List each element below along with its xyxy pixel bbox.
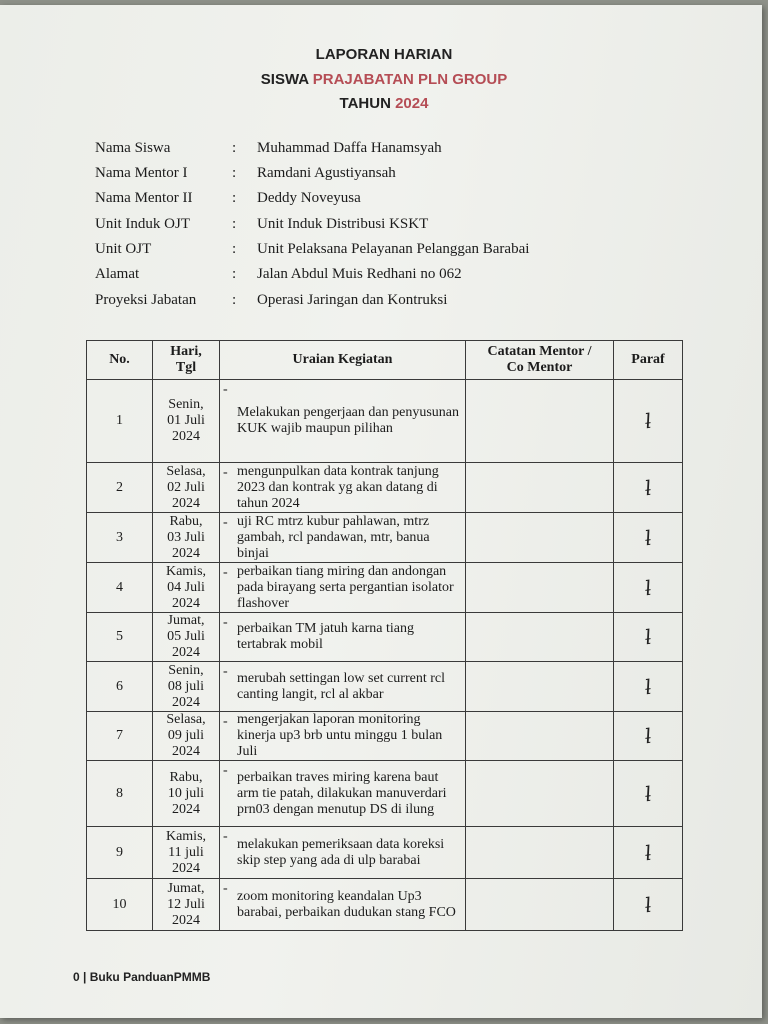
row-day: Senin,: [168, 397, 204, 412]
row-paraf: [614, 879, 683, 931]
info-colon: :: [232, 266, 237, 282]
row-date-value: 12 Juli: [167, 896, 205, 912]
row-activity: [220, 879, 466, 931]
table-row: [87, 761, 683, 827]
row-day: Rabu,: [169, 513, 203, 529]
table-row: [87, 827, 683, 879]
row-activity: [220, 463, 466, 513]
row-activity: [220, 761, 466, 827]
year-value: 2024: [395, 95, 429, 112]
row-year: 2024: [172, 645, 200, 660]
header-notes-line2: Co Mentor: [506, 360, 573, 375]
row-activity-text: zoom monitoring keandalan Up3 barabai, perbaikan dudukan stang FCO: [237, 888, 456, 920]
row-date: [153, 827, 220, 879]
signature-mark: ƚ: [643, 674, 653, 699]
info-colon: :: [232, 241, 237, 257]
row-date-value: 04 Juli: [167, 579, 205, 595]
row-number: 10: [87, 879, 153, 931]
row-date: [153, 662, 220, 712]
signature-mark: ƚ: [643, 575, 653, 600]
row-activity: [220, 513, 466, 563]
row-day: Kamis,: [165, 563, 207, 579]
info-label: Nama Mentor I: [95, 165, 188, 181]
row-dash: -: [223, 763, 228, 778]
info-value: Unit Induk Distribusi KSKT: [257, 216, 429, 232]
info-value: Deddy Noveyusa: [257, 190, 361, 206]
row-dash: -: [223, 565, 228, 580]
row-number: 9: [87, 827, 153, 879]
info-value: Operasi Jaringan dan Kontruksi: [257, 292, 448, 308]
row-year: 2024: [172, 545, 200, 561]
info-label: Unit Induk OJT: [95, 216, 190, 232]
info-value: Muhammad Daffa Hanamsyah: [257, 140, 442, 156]
row-day: Senin,: [168, 662, 204, 678]
report-subtitle: [0, 71, 768, 88]
row-dash: -: [223, 881, 228, 896]
row-dash: -: [223, 664, 228, 679]
footer-separator: |: [83, 970, 87, 984]
info-colon: :: [232, 292, 237, 308]
row-date: [153, 563, 220, 613]
activity-table-body: [87, 380, 683, 931]
row-date: [153, 879, 220, 931]
signature-mark: ƚ: [643, 525, 653, 550]
row-dash: -: [223, 465, 228, 480]
row-year: 2024: [172, 495, 200, 511]
row-notes: [466, 761, 614, 827]
row-activity-text: melakukan pemeriksaan data koreksi skip step yang ada di ulp barabai: [237, 836, 445, 868]
row-notes: [466, 879, 614, 931]
row-date-value: 03 Juli: [167, 529, 205, 545]
row-activity: [220, 563, 466, 613]
row-activity-text: perbaikan TM jatuh karna tiang tertabrak mobil: [237, 621, 415, 652]
row-paraf: [614, 613, 683, 662]
row-year: 2024: [172, 694, 200, 710]
signature-mark: ƚ: [643, 840, 653, 865]
row-date-value: 10 juli: [167, 785, 205, 801]
row-paraf: [614, 662, 683, 712]
info-value: Jalan Abdul Muis Redhani no 062: [257, 266, 462, 282]
row-number: 5: [87, 613, 153, 662]
table-row: [87, 712, 683, 761]
table-row: [87, 563, 683, 613]
report-year: [0, 95, 768, 112]
info-value: Unit Pelaksana Pelayanan Pelanggan Barabai: [257, 241, 530, 257]
info-label: Unit OJT: [95, 241, 152, 257]
row-number: 6: [87, 662, 153, 712]
row-date-value: 11 juli: [168, 844, 204, 860]
row-year: 2024: [172, 429, 200, 444]
row-paraf: [614, 463, 683, 513]
row-date: [153, 761, 220, 827]
row-activity-text: uji RC mtrz kubur pahlawan, mtrz gambah, rcl pandawan, mtr, banua binjai: [237, 513, 430, 561]
row-paraf: [614, 563, 683, 613]
row-activity-text: mengunpulkan data kontrak tanjung 2023 dan kontrak yg akan datang di tahun 2024: [237, 463, 439, 511]
row-number: 8: [87, 761, 153, 827]
row-activity-text: mengerjakan laporan monitoring kinerja up3 brb untu minggu 1 bulan Juli: [237, 712, 443, 759]
header-no: No.: [87, 341, 153, 380]
row-number: 2: [87, 463, 153, 513]
signature-mark: ƚ: [643, 624, 653, 650]
row-paraf: [614, 712, 683, 761]
row-dash: -: [223, 829, 228, 844]
row-number: 4: [87, 563, 153, 613]
info-label: Alamat: [95, 266, 140, 282]
row-day: Selasa,: [166, 463, 206, 479]
info-colon: :: [232, 216, 237, 232]
info-value: Ramdani Agustiyansah: [257, 165, 396, 181]
row-notes: [466, 563, 614, 613]
row-notes: [466, 380, 614, 463]
signature-mark: ƚ: [643, 408, 653, 434]
row-activity: [220, 662, 466, 712]
row-dash: -: [223, 615, 228, 630]
year-prefix: TAHUN: [339, 95, 391, 112]
header-date-line2: Tgl: [175, 360, 197, 375]
row-dash: -: [223, 515, 228, 530]
row-activity-text: perbaikan traves miring karena baut arm tie patah, dilakukan manuverdari prn03 dengan menutup DS di ilung: [237, 769, 447, 817]
footer-page-number: 0: [73, 970, 80, 984]
info-colon: :: [232, 165, 237, 181]
table-row: [87, 513, 683, 563]
row-dash: -: [223, 382, 228, 397]
info-label: Proyeksi Jabatan: [95, 292, 197, 308]
row-year: 2024: [172, 801, 200, 817]
row-notes: [466, 613, 614, 662]
subtitle-prefix: SISWA: [260, 71, 309, 88]
row-year: 2024: [172, 860, 200, 876]
table-row: [87, 879, 683, 931]
row-date-value: 08 juli: [167, 678, 205, 694]
row-number: 1: [87, 380, 153, 463]
row-number: 3: [87, 513, 153, 563]
row-date: [153, 613, 220, 662]
row-activity-text: perbaikan tiang miring dan andongan pada birayang serta pergantian isolator flashover: [237, 563, 454, 611]
signature-mark: ƚ: [643, 723, 653, 749]
row-year: 2024: [172, 744, 200, 759]
info-label: Nama Mentor II: [95, 190, 193, 206]
row-day: Kamis,: [165, 828, 207, 844]
row-date: [153, 513, 220, 563]
row-activity-text: Melakukan pengerjaan dan penyusunan KUK wajib maupun pilihan: [237, 405, 459, 436]
row-paraf: [614, 380, 683, 463]
row-notes: [466, 513, 614, 563]
info-colon: :: [232, 190, 237, 206]
row-notes: [466, 712, 614, 761]
row-activity: [220, 613, 466, 662]
row-date-value: 01 Juli: [167, 413, 205, 428]
page-footer: [73, 970, 210, 984]
header-notes-line1: Catatan Mentor /: [487, 344, 592, 359]
row-day: Jumat,: [167, 613, 205, 628]
signature-mark: ƚ: [643, 781, 653, 806]
row-paraf: [614, 761, 683, 827]
row-paraf: [614, 827, 683, 879]
row-day: Selasa,: [166, 712, 206, 727]
row-day: Rabu,: [169, 769, 203, 785]
activity-table: [86, 340, 683, 931]
table-row: [87, 380, 683, 463]
report-title: LAPORAN HARIAN: [315, 46, 453, 63]
header-date: [153, 341, 220, 380]
table-row: [87, 613, 683, 662]
header-date-line1: Hari,: [170, 344, 202, 359]
row-date: [153, 712, 220, 761]
table-header-row: [87, 341, 683, 380]
row-notes: [466, 827, 614, 879]
subtitle-highlight: PRAJABATAN PLN GROUP: [312, 71, 508, 88]
table-row: [87, 662, 683, 712]
row-date-value: 05 Juli: [167, 629, 205, 644]
row-dash: -: [223, 714, 228, 729]
row-date-value: 02 Juli: [167, 479, 205, 495]
header-activity: Uraian Kegiatan: [220, 341, 466, 380]
signature-mark: ƚ: [643, 475, 653, 500]
table-row: [87, 463, 683, 513]
row-year: 2024: [172, 912, 200, 928]
row-activity: [220, 712, 466, 761]
row-day: Jumat,: [167, 880, 205, 896]
row-activity: [220, 380, 466, 463]
row-date: [153, 463, 220, 513]
footer-book-title: Buku PanduanPMMB: [89, 970, 211, 984]
row-notes: [466, 662, 614, 712]
header-notes: [466, 341, 614, 380]
row-activity-text: merubah settingan low set current rcl canting langit, rcl al akbar: [237, 670, 445, 702]
row-year: 2024: [172, 595, 200, 611]
info-colon: :: [232, 140, 237, 156]
info-label: Nama Siswa: [95, 140, 171, 156]
row-activity: [220, 827, 466, 879]
row-date-value: 09 juli: [167, 728, 205, 743]
row-date: [153, 380, 220, 463]
row-number: 7: [87, 712, 153, 761]
row-notes: [466, 463, 614, 513]
signature-mark: ƚ: [643, 892, 653, 917]
header-paraf: Paraf: [614, 341, 683, 380]
row-paraf: [614, 513, 683, 563]
